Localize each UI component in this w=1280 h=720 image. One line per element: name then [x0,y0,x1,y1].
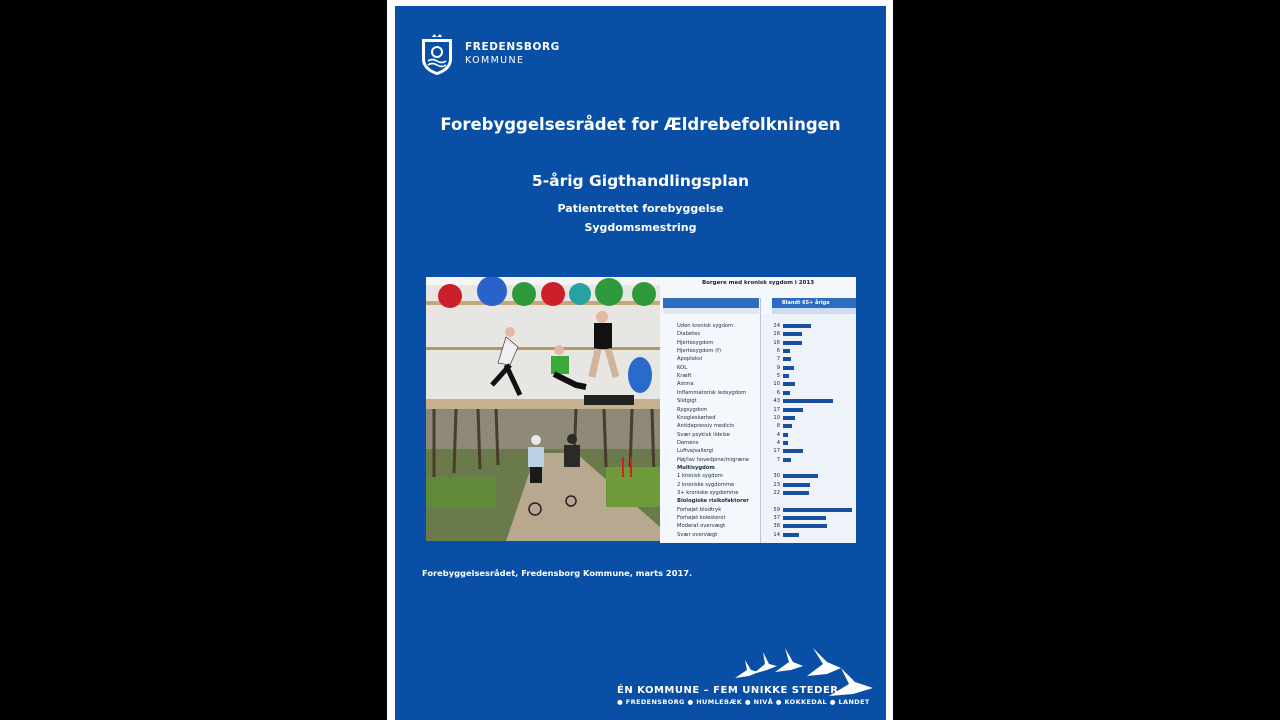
chart-category-label: Svær psykisk lidelse [677,431,730,438]
chart-bar [783,391,790,395]
chart-category-label: Slidgigt [677,398,697,405]
chart-row [660,439,856,447]
chart-bar [783,483,810,487]
swan-crest-icon [420,33,454,75]
chart-row [660,506,856,514]
chart-category-label: Hjertesygdom [677,339,714,346]
chart-bar [783,357,791,361]
chart-right-header: Blandt 65+ årige [772,298,856,308]
chart-value-label: 37 [773,515,780,522]
chart-value-label: 6 [776,389,780,396]
chart-bar [783,374,789,378]
chart-right-subheader [772,308,856,314]
chronic-disease-chart [660,277,856,543]
chart-category-label: Kræft [677,373,692,380]
slogan: ÉN KOMMUNE – FEM UNIKKE STEDER [617,685,839,696]
subtitle-line-2: Sygdomsmestring [584,221,697,234]
chart-bar [783,349,790,353]
chart-value-label: 14 [773,531,780,538]
chart-bar [783,449,803,453]
chart-value-label: 7 [776,356,780,363]
chart-bar [783,516,826,520]
chart-value-label: 24 [773,323,780,329]
subtitle-line-1: Patientrettet forebyggelse [557,202,724,215]
chart-row [660,522,856,530]
chart-value-label: 43 [773,398,780,405]
chart-bar [783,366,794,370]
chart-category-label: Svær overvægt [677,531,718,538]
chart-left-subheader [663,308,759,314]
chart-row [660,489,856,497]
chart-row [660,422,856,430]
chart-value-label: 23 [773,481,780,488]
chart-row [660,472,856,480]
chart-value-label: 10 [773,414,780,421]
chart-value-label: 7 [776,456,780,463]
chart-category-label: Knogleskørhed [677,414,716,421]
chart-category-label: KOL [677,364,688,371]
logo-name-line2: KOMMUNE [465,55,525,66]
chart-row [660,431,856,439]
chart-category-label: Apopleksi [677,356,703,363]
chart-category-label: Høj/lav hovedpine/migræne [677,456,750,463]
chart-value-label: 38 [773,523,780,530]
chart-category-label: Hjertesygdom (f) [677,348,722,355]
chart-row [660,380,856,388]
chart-row [660,389,856,397]
chart-value-label: 16 [773,331,780,338]
chart-category-label: Forhøjet kolesterol [677,515,725,522]
chart-category-label: 3+ kroniske sygdomme [677,490,739,496]
chart-value-label: 22 [773,490,780,496]
chart-value-label: 16 [773,339,780,346]
chart-left-header [663,298,759,308]
chart-row [660,481,856,489]
chart-value-label: 6 [776,348,780,355]
chart-bar [783,441,788,445]
chart-bar [783,341,802,345]
chart-category-label: Inflammatorisk ledsygdom [677,389,747,396]
chart-category-label: 2 kroniske sygdomme [677,481,735,488]
chart-value-label: 4 [776,439,780,446]
chart-value-label: 17 [773,448,780,455]
chart-bar [783,458,791,462]
chart-category-label: Moderat overvægt [677,523,726,530]
logo-name-line1: FREDENSBORG [465,41,560,53]
chart-category-label: Astma [677,381,694,388]
chart-value-label: 59 [773,506,780,513]
chart-category-label: Luftvejsallergi [677,448,714,455]
chart-category-label: Biologiske risikofaktorer [677,498,749,505]
chart-value-label: 17 [773,406,780,413]
chart-category-label: Uden kronisk sygdom [677,323,734,329]
chart-value-label: 9 [776,364,780,371]
chart-title: Borgere med kronisk sygdom i 2013 [701,280,815,286]
cover-page [395,6,886,720]
chart-value-label: 30 [773,473,780,480]
municipality-logo [420,33,560,75]
chart-bar [783,508,852,512]
photo-collage [426,277,660,541]
chart-row [660,364,856,372]
chart-bar [783,416,795,420]
chart-bar [783,433,788,437]
chart-bar [783,424,792,428]
towns-line: ● FREDENSBORG ● HUMLEBÆK ● NIVÅ ● KOKKEDAL ● LANDET [617,698,870,706]
chart-row [660,397,856,405]
chart-row [660,531,856,539]
chart-bar [783,399,833,403]
chart-row [660,347,856,355]
chart-bar [783,474,818,478]
chart-category-label: Multisygdom [677,464,715,471]
chart-row [660,322,856,330]
chart-row [660,372,856,380]
chart-bar [783,382,795,386]
chart-value-label: 8 [776,423,780,430]
chart-row [660,414,856,422]
footer-note: Forebyggelsesrådet, Fredensborg Kommune, marts 2017. [422,568,693,578]
chart-bar [783,408,803,412]
chart-category-label: 1 kronisk sygdom [677,473,723,480]
chart-row [660,339,856,347]
document-title: Forebyggelsesrådet for Ældrebefolkningen [440,115,841,134]
chart-bar [783,491,809,495]
chart-row [660,355,856,363]
chart-row [660,456,856,464]
chart-value-label: 4 [776,431,780,438]
chart-category-label: Demens [677,439,699,446]
document-subtitle: 5-årig Gigthandlingsplan [531,172,750,190]
chart-row [660,447,856,455]
chart-bar [783,524,827,528]
chart-row [660,330,856,338]
chart-bar [783,324,811,328]
chart-row [660,514,856,522]
chart-value-label: 10 [773,381,780,388]
chart-bar [783,533,799,537]
chart-category-label: Diabetes [677,331,701,338]
chart-category-label: Forhøjet blodtryk [677,506,722,513]
chart-category-label: Rygsygdom [677,406,708,413]
chart-row [660,464,856,472]
chart-row [660,497,856,505]
chart-value-label: 5 [776,373,780,380]
chart-row [660,406,856,414]
chart-category-label: Antidepressiv medicin [677,423,735,430]
chart-bar [783,332,802,336]
